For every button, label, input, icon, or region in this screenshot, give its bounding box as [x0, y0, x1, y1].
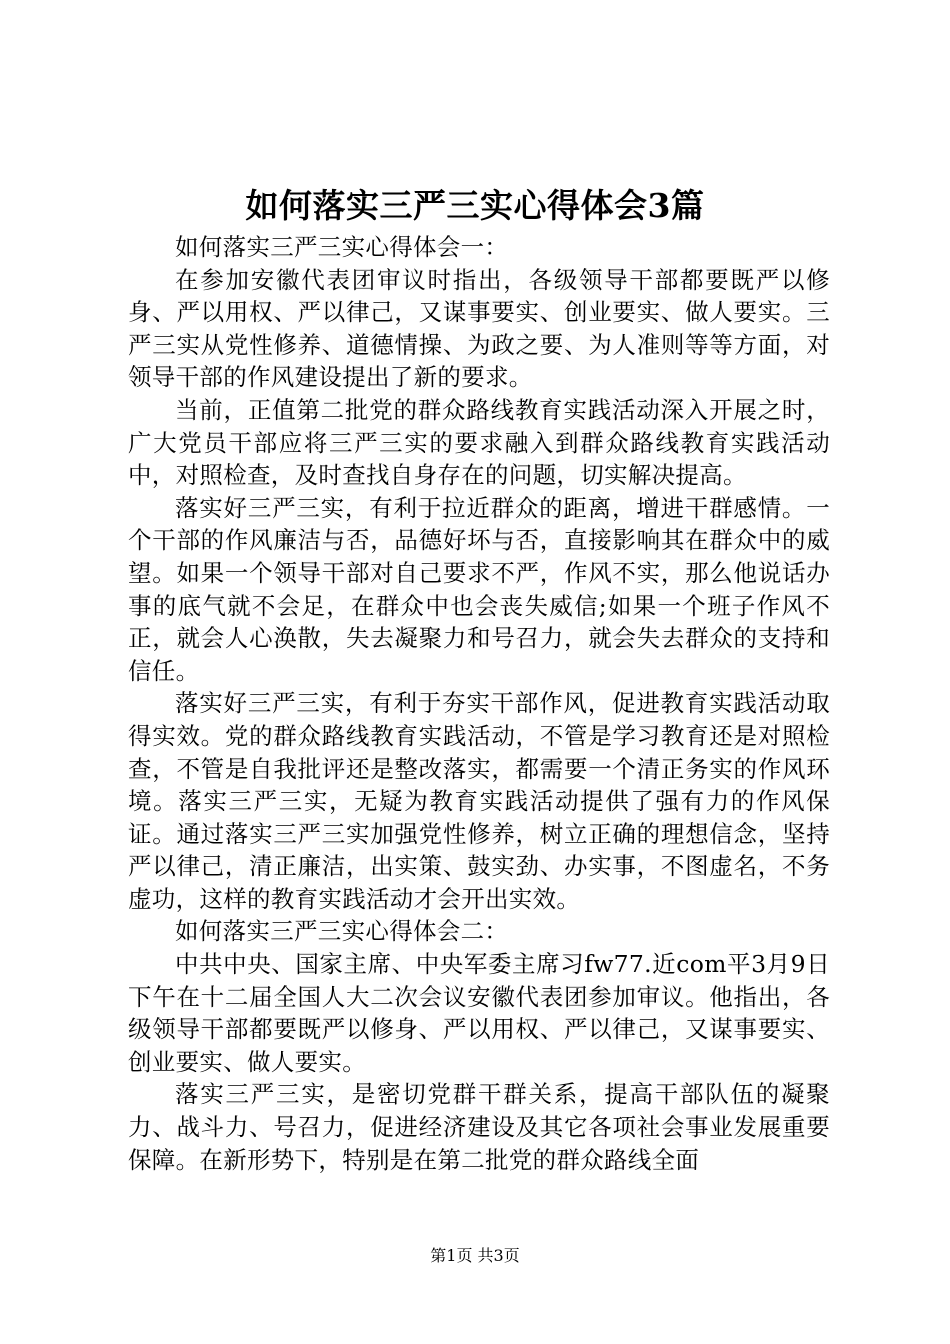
document-title: 如何落实三严三实心得体会3篇 — [245, 186, 705, 225]
document-body — [128, 231, 830, 1176]
body-paragraph: 落实三严三实，是密切党群干群关系，提高干部队伍的凝聚力、战斗力、号召力，促进经济建设及其它各项社会事业发展重要保障。在新形势下，特别是在第二批党的群众路线全面 — [128, 1080, 830, 1174]
body-paragraph: 落实好三严三实，有利于拉近群众的距离，增进干群感情。一个干部的作风廉洁与否，品德好坏与否，直接影响其在群众中的威望。如果一个领导干部对自己要求不严，作风不实，那么他说话办事的底气就不会足，在群众中也会丧失威信;如果一个班子作风不正，就会人心涣散，失去凝聚力和号召力，就会失去群众的支持和信任。 — [128, 493, 830, 685]
page-number: 第1页 共3页 — [430, 1246, 520, 1265]
body-paragraph: 中共中央、国家主席、中央军委主席习fw77.近com平3月9日下午在十二届全国人大二次会议安徽代表团参加审议。他指出，各级领导干部都要既严以修身、严以用权、严以律己，又谋事要实、创业要实、做人要实。 — [128, 950, 830, 1076]
body-paragraph: 落实好三严三实，有利于夯实干部作风，促进教育实践活动取得实效。党的群众路线教育实践活动，不管是学习教育还是对照检查，不管是自我批评还是整改落实，都需要一个清正务实的作风环境。落实三严三实，无疑为教育实践活动提供了强有力的作风保证。通过落实三严三实加强党性修养，树立正确的理想信念，坚持严以律己，清正廉洁，出实策、鼓实劲、办实事，不图虚名，不务虚功，这样的教育实践活动才会开出实效。 — [128, 689, 830, 913]
body-paragraph: 如何落实三严三实心得体会一： — [175, 233, 509, 261]
body-paragraph: 在参加安徽代表团审议时指出，各级领导干部都要既严以修身、严以用权、严以律己，又谋事要实、创业要实、做人要实。三严三实从党性修养、道德情操、为政之要、为人准则等等方面，对领导干部的作风建设提出了新的要求。 — [128, 265, 830, 392]
body-paragraph: 如何落实三严三实心得体会二： — [175, 917, 509, 946]
body-paragraph: 当前，正值第二批党的群众路线教育实践活动深入开展之时，广大党员干部应将三严三实的要求融入到群众路线教育实践活动中，对照检查，及时查找自身存在的问题，切实解决提高。 — [128, 395, 830, 490]
